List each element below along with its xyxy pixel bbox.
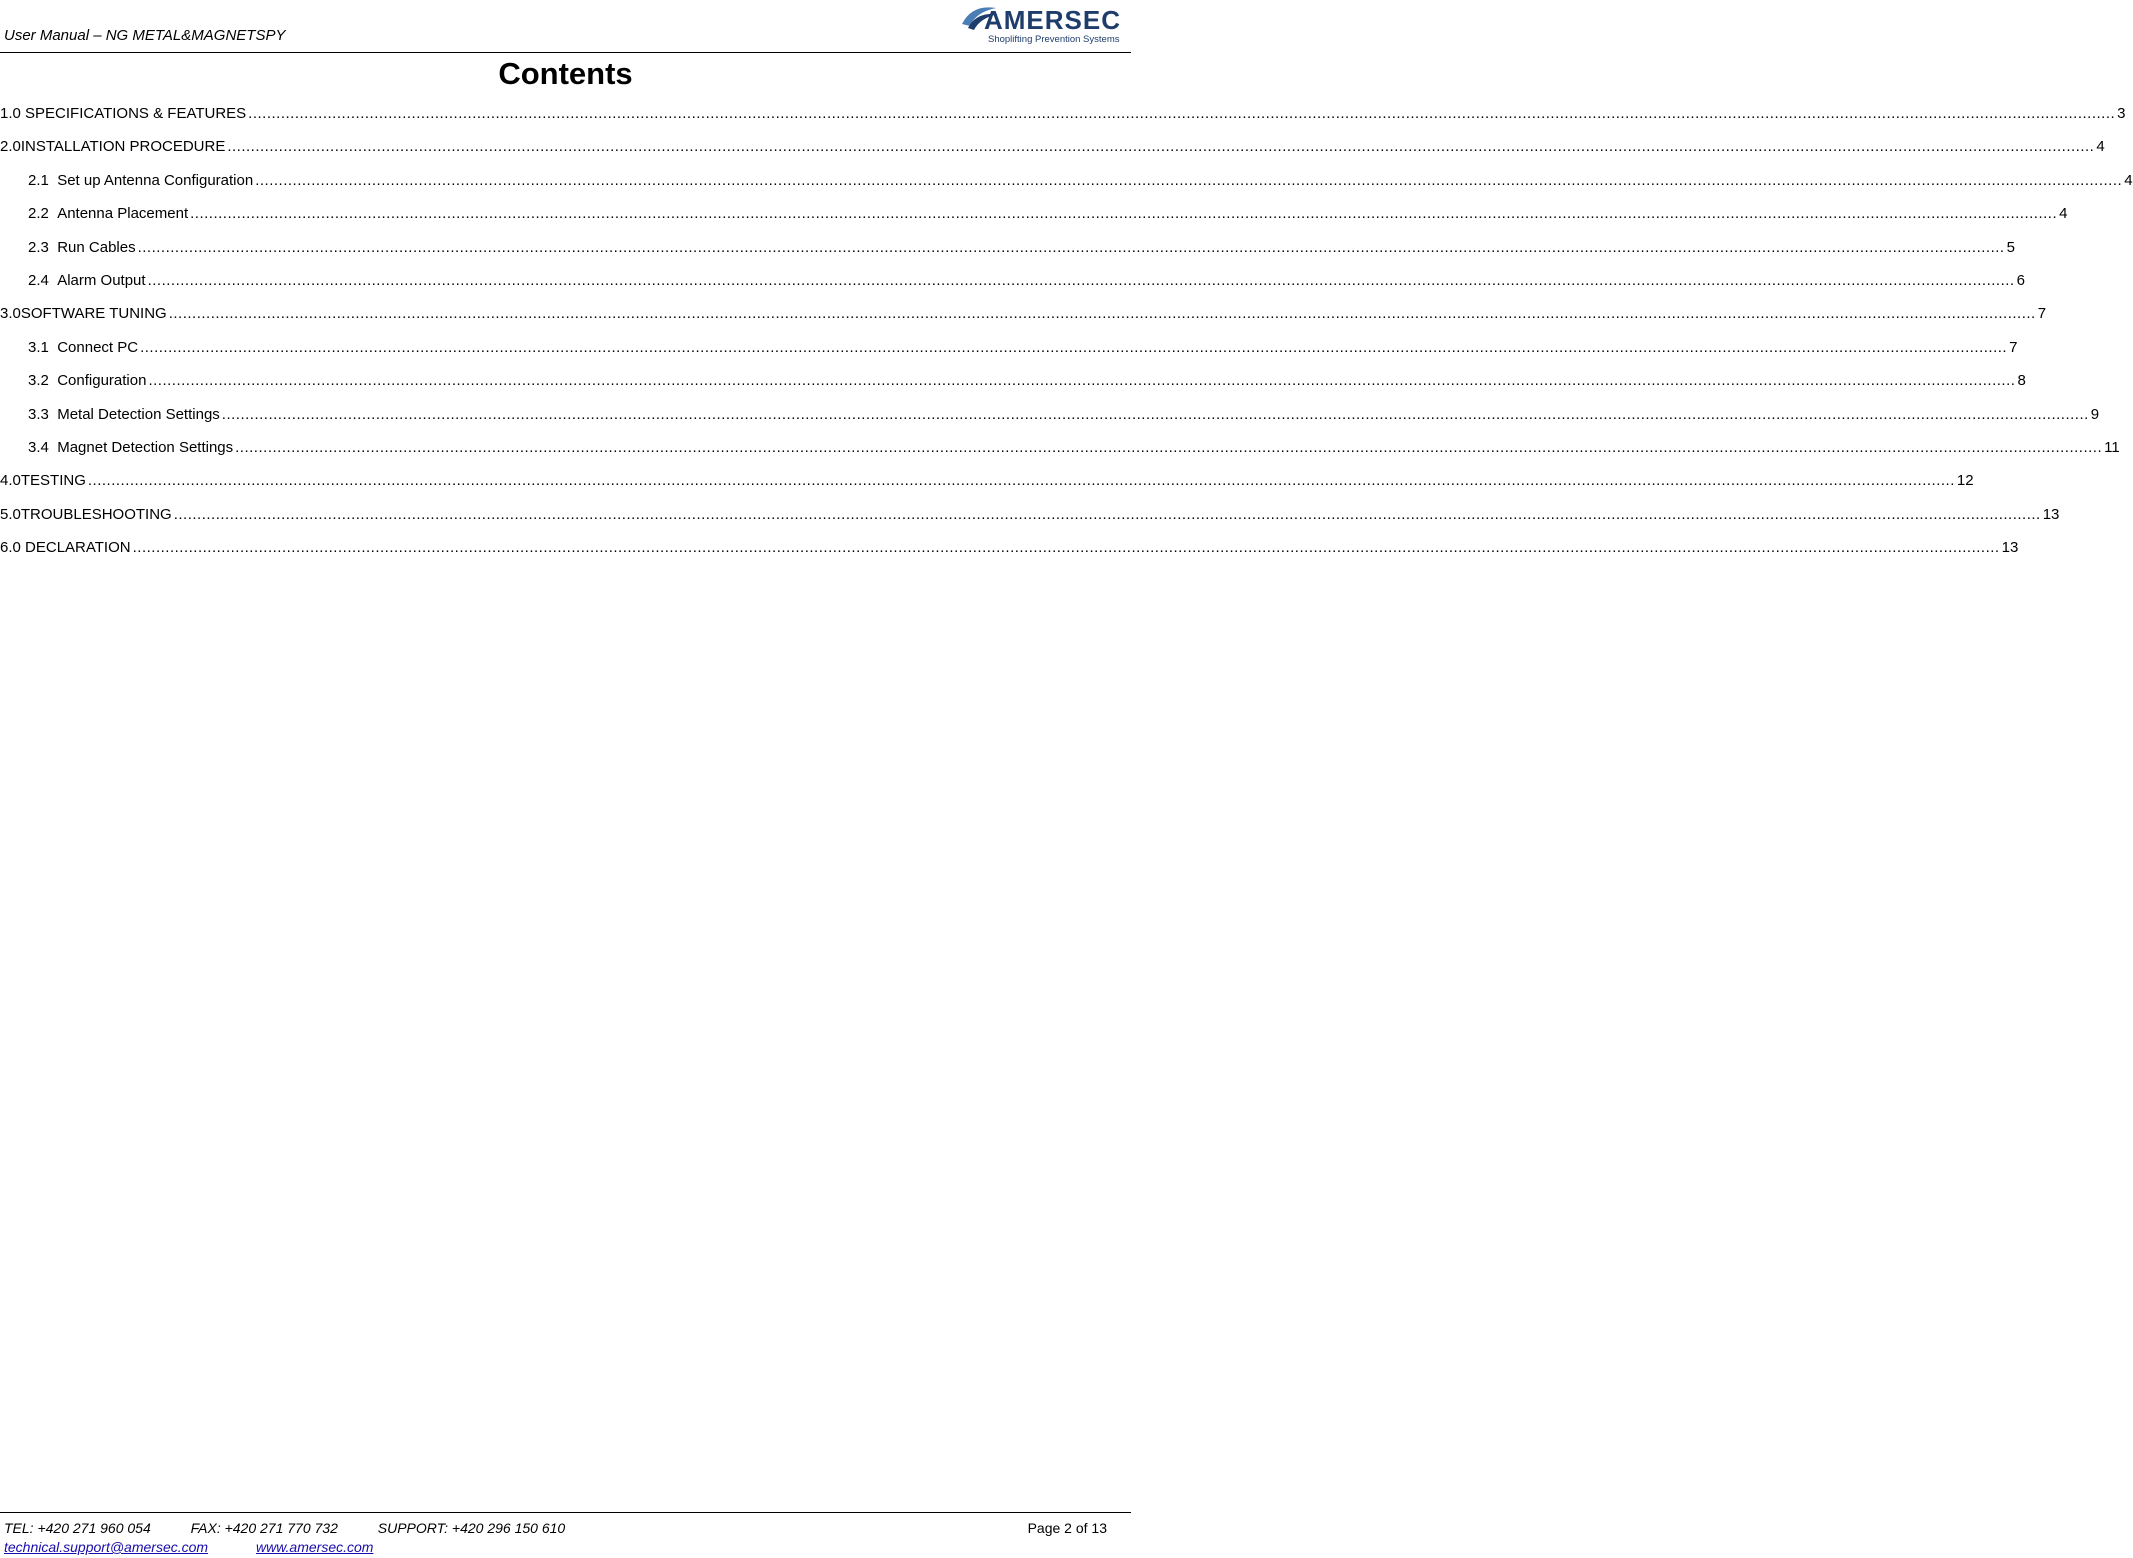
toc-label: Configuration bbox=[57, 372, 147, 390]
toc-entry[interactable] bbox=[0, 238, 2015, 272]
toc-number: 6.0 bbox=[0, 539, 21, 557]
toc-dot-leader: ................................................................................................................................................................................................................................................................................................................................................................................................................ bbox=[87, 472, 1955, 490]
contents-title: Contents bbox=[498, 56, 633, 91]
toc-label: SPECIFICATIONS & FEATURES bbox=[25, 105, 247, 122]
toc-entry[interactable] bbox=[0, 472, 1974, 505]
toc-number: 3.0 bbox=[0, 305, 21, 323]
toc-number: 3.3 bbox=[28, 405, 49, 423]
toc-entry[interactable] bbox=[0, 539, 2019, 572]
toc-page-number: 12 bbox=[1956, 472, 1974, 490]
toc-dot-leader: ................................................................................................................................................................................................................................................................................................................................................................................................................ bbox=[148, 372, 2016, 390]
toc-number: 1.0 bbox=[0, 105, 21, 122]
toc-dot-leader: ................................................................................................................................................................................................................................................................................................................................................................................................................ bbox=[255, 171, 2123, 189]
toc-entry[interactable] bbox=[0, 171, 2133, 205]
toc-entry[interactable] bbox=[0, 438, 2120, 472]
toc-page-number: 4 bbox=[2124, 171, 2133, 189]
toc-entry[interactable] bbox=[0, 105, 2126, 138]
toc-number: 3.2 bbox=[28, 372, 49, 390]
toc-label: Alarm Output bbox=[57, 271, 146, 289]
toc-label: Connect PC bbox=[57, 338, 139, 356]
toc-dot-leader: ................................................................................................................................................................................................................................................................................................................................................................................................................ bbox=[221, 405, 2089, 423]
toc-dot-leader: ................................................................................................................................................................................................................................................................................................................................................................................................................ bbox=[173, 505, 2041, 523]
toc-page-number: 7 bbox=[2037, 305, 2047, 323]
toc-dot-leader: ................................................................................................................................................................................................................................................................................................................................................................................................................ bbox=[137, 238, 2005, 256]
toc-label: Antenna Placement bbox=[57, 205, 189, 223]
toc-number: 3.4 bbox=[28, 438, 49, 456]
toc-number: 2.4 bbox=[28, 271, 49, 289]
toc-page-number: 3 bbox=[2117, 105, 2126, 122]
toc-number: 2.0 bbox=[0, 138, 21, 156]
toc-page-number: 13 bbox=[2001, 539, 2019, 557]
fax: FAX: +420 271 770 732 bbox=[190, 1520, 338, 1536]
toc-page-number: 6 bbox=[2016, 271, 2025, 289]
document-title: User Manual – NG METAL&MAGNETSPY bbox=[4, 27, 286, 44]
toc-number: 3.1 bbox=[28, 338, 49, 356]
toc-page-number: 4 bbox=[2096, 138, 2105, 156]
toc-dot-leader: ................................................................................................................................................................................................................................................................................................................................................................................................................ bbox=[147, 271, 2015, 289]
support-email-link[interactable]: technical.support@amersec.com bbox=[4, 1539, 209, 1555]
toc-page-number: 8 bbox=[2017, 372, 2026, 390]
toc-page-number: 11 bbox=[2104, 438, 2120, 456]
toc-entry[interactable] bbox=[0, 305, 2047, 338]
amersec-logo-graphic bbox=[958, 2, 1123, 46]
page-footer bbox=[0, 1512, 1131, 1558]
toc-number: 2.1 bbox=[28, 171, 49, 189]
contact-line bbox=[4, 1520, 601, 1536]
toc-entry[interactable] bbox=[0, 271, 2025, 305]
telephone: TEL: +420 271 960 054 bbox=[4, 1520, 151, 1536]
link-line bbox=[4, 1539, 417, 1555]
toc-page-number: 13 bbox=[2042, 505, 2060, 523]
toc-number: 5.0 bbox=[0, 505, 21, 523]
toc-label: TESTING bbox=[20, 472, 86, 490]
toc-dot-leader: ................................................................................................................................................................................................................................................................................................................................................................................................................ bbox=[248, 105, 2116, 122]
page-header bbox=[0, 0, 1131, 53]
toc-page-number: 4 bbox=[2059, 205, 2068, 223]
toc-label: DECLARATION bbox=[25, 539, 131, 557]
toc-entry[interactable] bbox=[0, 505, 2060, 539]
toc-dot-leader: ................................................................................................................................................................................................................................................................................................................................................................................................................ bbox=[227, 138, 2095, 156]
toc-number: 2.2 bbox=[28, 205, 49, 223]
toc-label: Metal Detection Settings bbox=[57, 405, 220, 423]
svg-text:AMERSEC: AMERSEC bbox=[984, 5, 1122, 35]
toc-entry[interactable] bbox=[0, 405, 2100, 439]
toc-label: SOFTWARE TUNING bbox=[20, 305, 167, 323]
toc-number: 4.0 bbox=[0, 472, 21, 490]
toc-label: Magnet Detection Settings bbox=[57, 438, 234, 456]
toc-page-number: 5 bbox=[2006, 238, 2015, 256]
toc-label: TROUBLESHOOTING bbox=[20, 505, 172, 523]
toc-dot-leader: ................................................................................................................................................................................................................................................................................................................................................................................................................ bbox=[190, 205, 2058, 223]
toc-dot-leader: ................................................................................................................................................................................................................................................................................................................................................................................................................ bbox=[168, 305, 2036, 323]
website-link[interactable]: www.amersec.com bbox=[255, 1539, 374, 1555]
toc-label: Set up Antenna Configuration bbox=[57, 171, 254, 189]
amersec-logo bbox=[958, 2, 1123, 46]
svg-text:Shoplifting Prevention Systems: Shoplifting Prevention Systems bbox=[988, 34, 1120, 45]
toc-entry[interactable] bbox=[0, 205, 2068, 238]
toc-label: Run Cables bbox=[57, 238, 136, 256]
toc-dot-leader: ................................................................................................................................................................................................................................................................................................................................................................................................................ bbox=[132, 539, 2000, 557]
toc-entry[interactable] bbox=[0, 372, 2026, 405]
support-phone: SUPPORT: +420 296 150 610 bbox=[377, 1520, 566, 1536]
toc-dot-leader: ................................................................................................................................................................................................................................................................................................................................................................................................................ bbox=[140, 338, 2008, 356]
toc-page-number: 7 bbox=[2009, 338, 2018, 356]
toc-entry[interactable] bbox=[0, 138, 2105, 171]
toc-dot-leader: ................................................................................................................................................................................................................................................................................................................................................................................................................ bbox=[235, 438, 2103, 456]
table-of-contents bbox=[0, 105, 2133, 572]
toc-page-number: 9 bbox=[2090, 405, 2100, 423]
page-number: Page 2 of 13 bbox=[1027, 1520, 1107, 1536]
toc-entry[interactable] bbox=[0, 338, 2018, 372]
toc-label: INSTALLATION PROCEDURE bbox=[20, 138, 226, 156]
toc-number: 2.3 bbox=[28, 238, 49, 256]
